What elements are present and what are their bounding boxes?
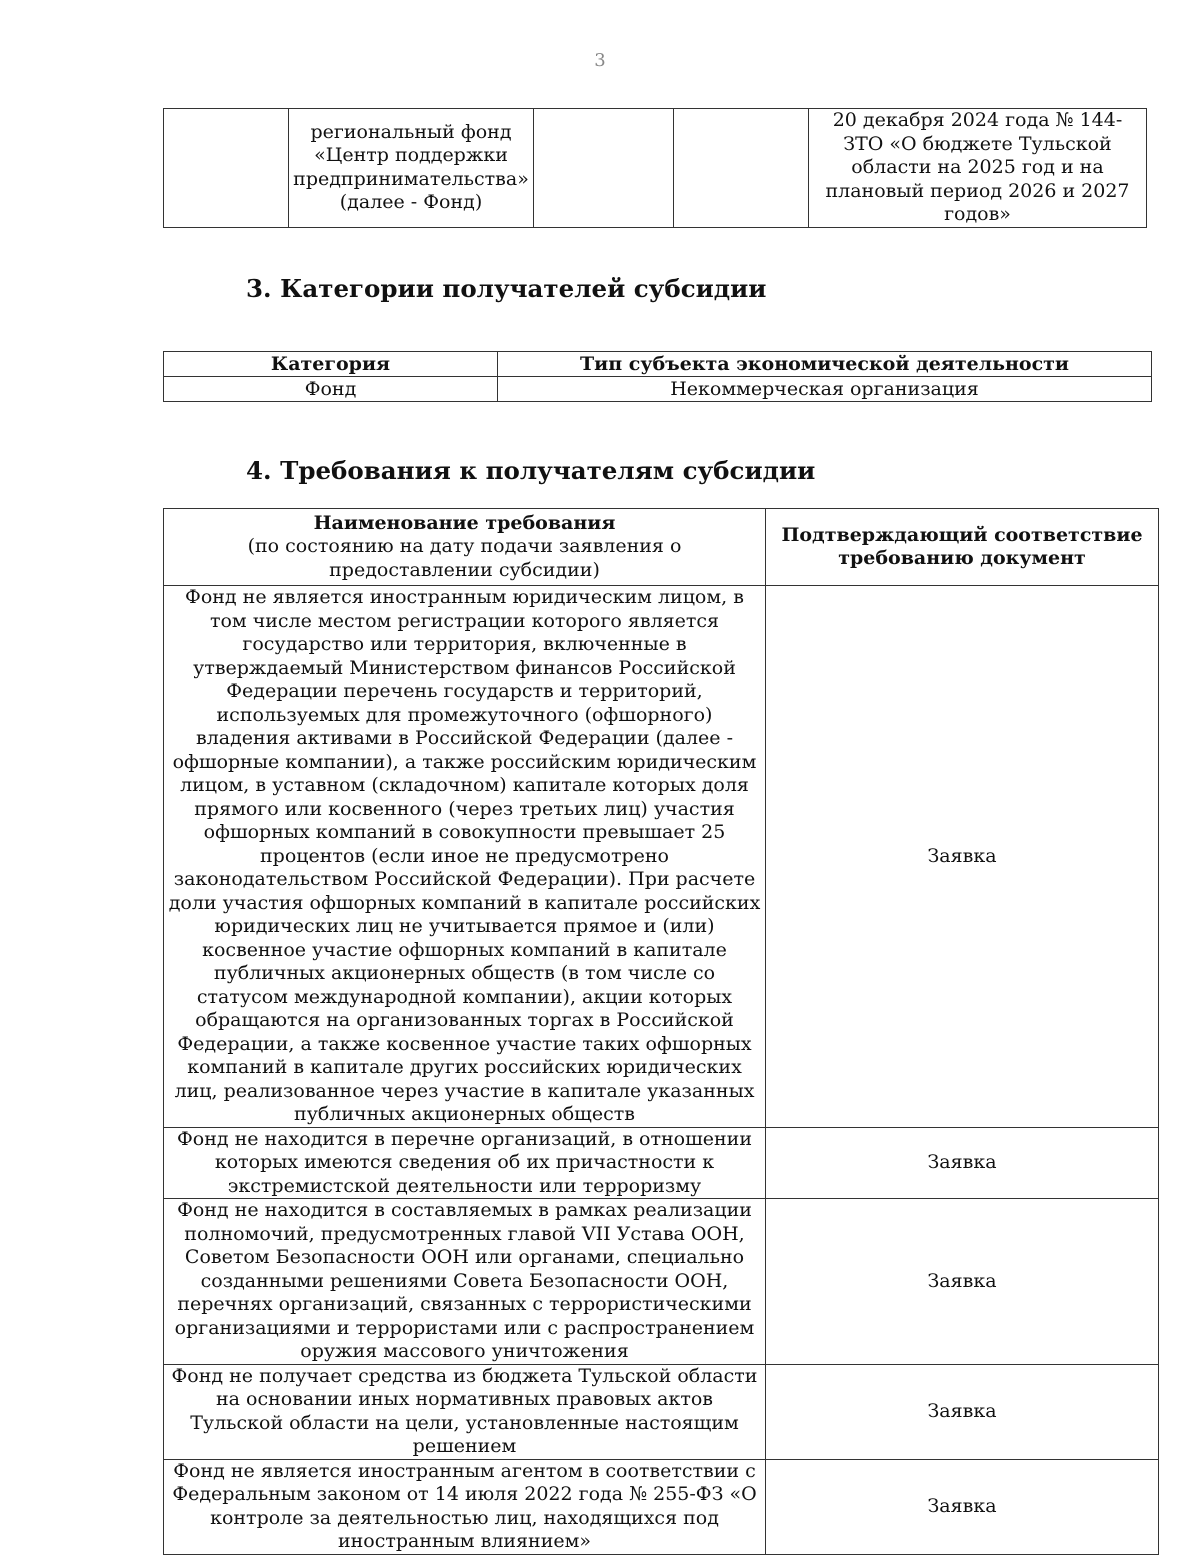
table-header-row [164, 352, 1152, 377]
document-cell: Заявка [766, 1364, 1159, 1459]
requirements-table [163, 508, 1159, 1555]
requirement-cell: Фонд не является иностранным юридическим лицом, в том числе местом регистрации которого является государство или территория, включенные в утверждаемый Министерством финансов Российской Федерации перечень государств и территорий, используемых для промежуточного (офшорного) владения активами в Российской Федерации (далее - офшорные компании), а также российским юридическим лицом, в уставном (складочном) капитале которых доля прямого или косвенного (через третьих лиц) участия офшорных компаний в совокупности превышает 25 процентов (если иное не предусмотрено законодательством Российской Федерации). При расчете доли участия офшорных компаний в капитале российских юридических лиц не учитывается прямое и (или) косвенное участие офшорных компаний в капитале публичных акционерных обществ (в том числе со статусом международной компании), акции которых обращаются на организованных торгах в Российской Федерации, а также косвенное участие таких офшорных компаний в капитале других российских юридических лиц, реализованное через участие в капитале указанных публичных акционерных обществ [164, 586, 766, 1128]
requirement-cell: Фонд не находится в составляемых в рамках реализации полномочий, предусмотренных главой VII Устава ООН, Советом Безопасности ООН или органами, специально созданными решениями Совета Безопасности ООН, перечнях организаций, связанных с террористическими организациями и террористами или с распространением оружия массового уничтожения [164, 1199, 766, 1365]
column-header-category: Категория [164, 352, 498, 377]
page-number: 3 [594, 50, 606, 71]
section-heading-requirements: 4. Требования к получателям субсидии [246, 456, 816, 485]
table-cell: региональный фонд «Центр поддержки предпринимательства» (далее - Фонд) [289, 109, 534, 228]
table-row [164, 377, 1152, 402]
document-cell: Заявка [766, 1127, 1159, 1199]
column-header-entity-type: Тип субъекта экономической деятельности [498, 352, 1152, 377]
column-header-document: Подтверждающий соответствие требованию документ [766, 509, 1159, 586]
column-header-requirement [164, 509, 766, 586]
section-heading-categories: 3. Категории получателей субсидии [246, 274, 767, 303]
table-cell [164, 109, 289, 228]
document-cell: Заявка [766, 1459, 1159, 1554]
table-row [164, 1127, 1159, 1199]
table-cell: Некоммерческая организация [498, 377, 1152, 402]
categories-table [163, 351, 1152, 402]
table-row [164, 1364, 1159, 1459]
requirement-cell: Фонд не является иностранным агентом в соответствии с Федеральным законом от 14 июля 2022 года № 255-ФЗ «О контроле за деятельностью лиц, находящихся под иностранным влиянием» [164, 1459, 766, 1554]
continuation-table [163, 108, 1147, 228]
table-row [164, 1459, 1159, 1554]
document-cell: Заявка [766, 586, 1159, 1128]
header-title: Наименование требования [313, 511, 616, 534]
requirement-cell: Фонд не находится в перечне организаций, в отношении которых имеются сведения об их причастности к экстремистской деятельности или терроризму [164, 1127, 766, 1199]
table-header-row [164, 509, 1159, 586]
table-cell: 20 декабря 2024 года № 144-ЗТО «О бюджете Тульской области на 2025 год и на плановый период 2026 и 2027 годов» [809, 109, 1147, 228]
table-row [164, 109, 1147, 228]
document-cell: Заявка [766, 1199, 1159, 1365]
table-row [164, 586, 1159, 1128]
table-cell [534, 109, 674, 228]
table-cell: Фонд [164, 377, 498, 402]
requirement-cell: Фонд не получает средства из бюджета Тульской области на основании иных нормативных правовых актов Тульской области на цели, установленные настоящим решением [164, 1364, 766, 1459]
table-cell [674, 109, 809, 228]
table-row [164, 1199, 1159, 1365]
header-subtitle: (по состоянию на дату подачи заявления о предоставлении субсидии) [247, 535, 682, 581]
